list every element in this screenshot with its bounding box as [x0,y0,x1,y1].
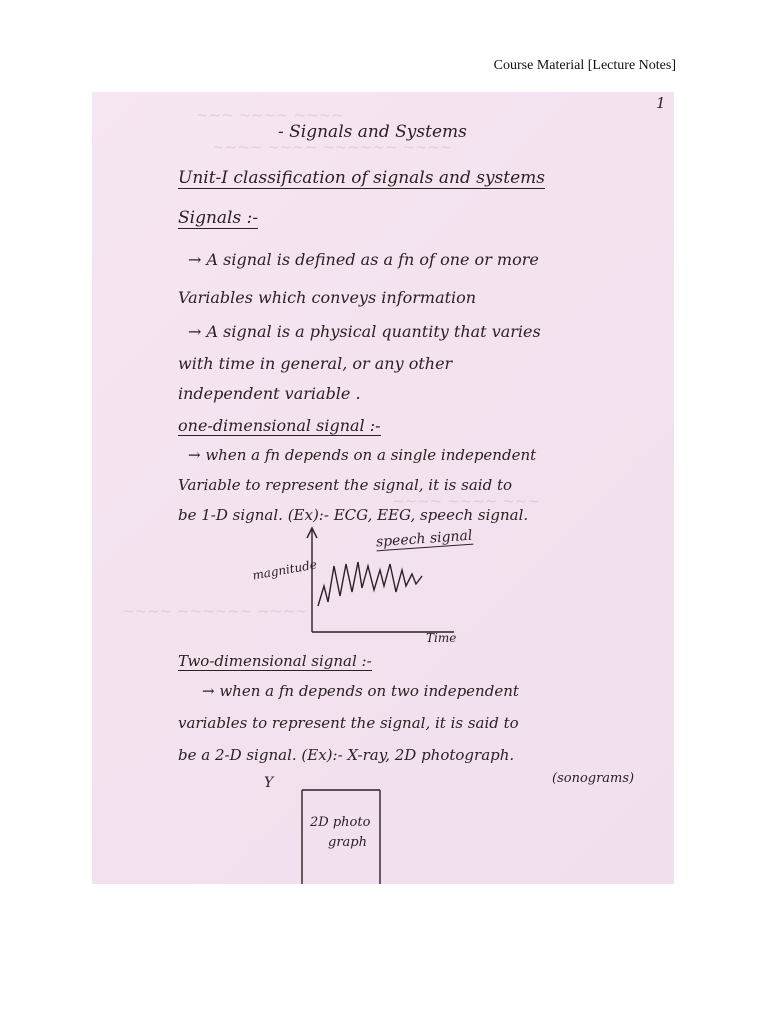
time-label: Time [426,631,457,645]
bleed-through-text: ~~~~ ~~~~ ~~~ [392,492,540,510]
definition-2-line-3: independent variable . [178,384,361,403]
speech-signal-caption: speech signal [375,527,473,551]
definition-2-line-2: with time in general, or any other [178,354,453,373]
bleed-through-text: ~~~~ ~~~~ ~~~~~~ ~~~~ [212,138,453,156]
photo-label-line-2: graph [328,835,367,850]
two-d-line-2: variables to represent the signal, it is said to [178,714,519,732]
one-d-line-1: → when a fn depends on a single independent [188,446,537,464]
page-number: 1 [656,94,666,112]
definition-1-line-2: Variables which conveys information [178,288,477,307]
notes-heading: - Signals and Systems [278,122,467,142]
bleed-through-text: ~~~~ ~~~~~~ ~~~~ [122,602,308,620]
one-d-heading: one-dimensional signal :- [178,416,381,435]
document-header: Course Material [Lecture Notes] [493,58,676,73]
definition-1-line-1: → A signal is defined as a fn of one or more [188,250,539,269]
two-d-line-4: (sonograms) [552,771,635,786]
two-d-line-1: → when a fn depends on two independent [202,682,519,700]
magnitude-label: magnitude [251,557,318,583]
photo-label-line-1: 2D photo [310,815,371,830]
two-d-line-3: be a 2-D signal. (Ex):- X-ray, 2D photograph. [178,746,515,764]
waveform [318,562,422,606]
photograph-sketch [292,784,392,884]
y-axis-label: Y [264,775,274,791]
bleed-through-text: ~~~ ~~~~ ~~~~ [196,106,344,124]
unit-title: Unit-I classification of signals and systems [178,168,546,188]
one-d-line-2: Variable to represent the signal, it is said to [178,476,512,494]
one-d-line-3: be 1-D signal. (Ex):- ECG, EEG, speech signal. [178,506,529,524]
two-d-heading: Two-dimensional signal :- [178,652,372,670]
scanned-notes-page [92,92,674,884]
definition-2-line-1: → A signal is a physical quantity that varies [188,322,541,341]
signals-heading: Signals :- [178,208,259,228]
